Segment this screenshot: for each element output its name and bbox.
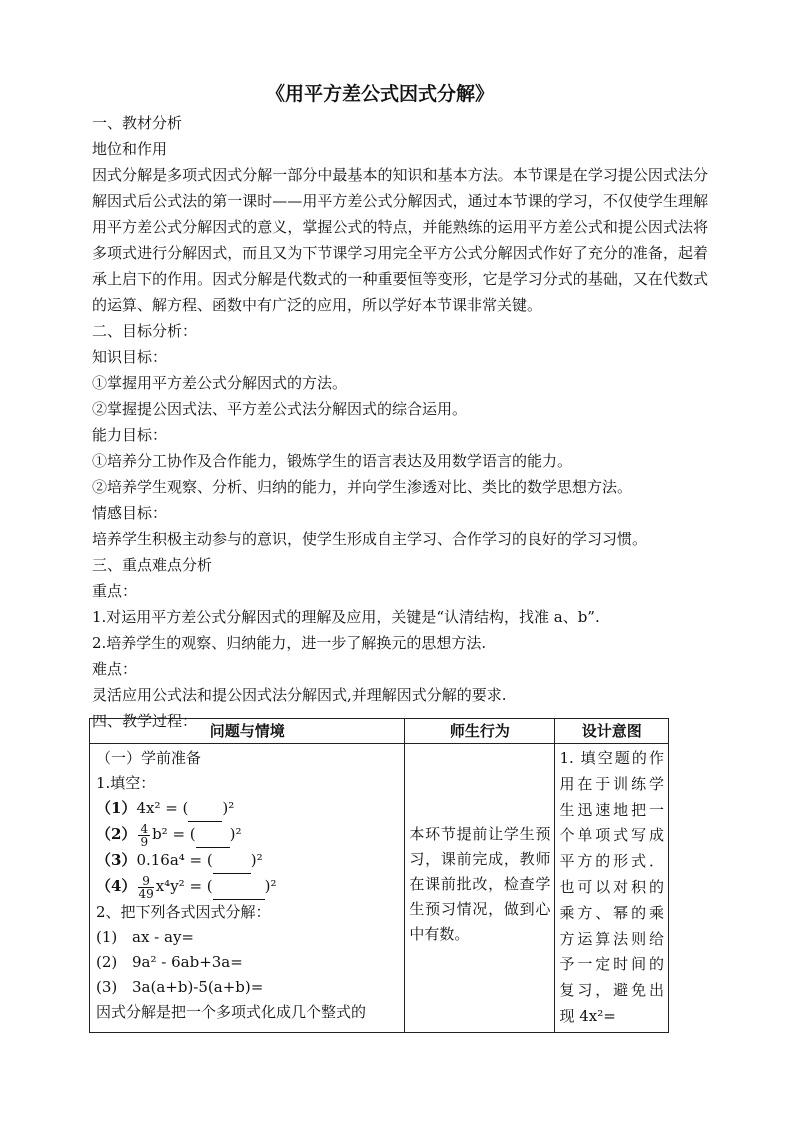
section-1-paragraph: 因式分解是多项式因式分解一部分中最基本的知识和基本方法。本节课是在学习提公因式法分解因式后公式法的第一课时——用平方差公式分解因式，通过本节课的学习，不仅使学生理解用平方差公式分解因式的意义，掌握公式的特点，并能熟练的运用平方差公式和提公因式法将多项式进行分解因式，而且又为下节课学习用完全平方公式分解因式作好了充分的准备，起着承上启下的作用。因式分解是代数式的一种重要恒等变形，它是学习分式的基础，又在代数式的运算、解方程、函数中有广泛的应用，所以学好本节课非常关键。 [92, 166, 708, 314]
answer-blank[interactable] [213, 874, 265, 900]
factor-item: (1) ax - ay= [96, 928, 194, 946]
intent-text: 1. 填空题的作用在于训练学生迅速地把一个单项式写成平方的形式．也可以对积的乘方、幂的乘方运算法则给予一定时间的复习，避免出现 4x²= [559, 749, 664, 1025]
question-2: 2、把下列各式因式分解： [96, 903, 271, 921]
fill-item-1 [96, 796, 398, 822]
key-label: 重点： [92, 582, 138, 600]
key-item: 2.培养学生的观察、归纳能力，进一步了解换元的思想方法. [92, 634, 487, 652]
item-expression: 0.16a⁴ = ( [136, 851, 213, 869]
fill-item-4 [96, 874, 398, 900]
ability-item: ①培养分工协作及合作能力，锻炼学生的语言表达及用数学语言的能力。 [92, 452, 573, 470]
document-body [92, 80, 708, 734]
question-1: 1.填空： [96, 774, 156, 792]
emotion-label: 情感目标： [92, 504, 168, 522]
item-close: )² [229, 825, 242, 843]
difficulty-text: 灵活应用公式法和提公因式法分解因式,并理解因式分解的要求. [92, 686, 507, 704]
answer-blank[interactable] [188, 796, 222, 822]
column-header-behavior: 师生行为 [405, 719, 555, 744]
item-expression: x⁴y² = ( [155, 877, 213, 895]
item-number: （2） [96, 825, 137, 843]
section-1-heading: 一、教材分析 [92, 114, 183, 132]
table-header-row [90, 719, 669, 744]
item-number: （4） [96, 877, 137, 895]
problem-cell [90, 744, 405, 1033]
item-close: )² [264, 877, 277, 895]
section-4-heading: 四、教学过程： [92, 712, 198, 730]
column-header-intent: 设计意图 [555, 719, 669, 744]
knowledge-label: 知识目标： [92, 348, 168, 366]
section-2-heading: 二、目标分析： [92, 322, 198, 340]
emotion-text: 培养学生积极主动参与的意识，使学生形成自主学习、合作学习的良好的学习习惯。 [92, 530, 648, 548]
fraction: $\frac{4}{9}$ [140, 821, 149, 849]
fraction: $\frac{9}{49}$ [138, 873, 154, 901]
difficulty-label: 难点： [92, 660, 138, 678]
factor-item: (2) 9a² - 6ab+3a= [96, 953, 243, 971]
section-label: （一）学前准备 [96, 749, 202, 767]
item-number: （3） [96, 851, 137, 869]
fill-item-3 [96, 848, 398, 874]
item-expression: b² = ( [152, 825, 196, 843]
section-1-subheading: 地位和作用 [92, 140, 168, 158]
item-expression: 4x² = ( [136, 799, 189, 817]
item-close: )² [222, 799, 235, 817]
item-number: （1） [96, 799, 137, 817]
knowledge-item: ①掌握用平方差公式分解因式的方法。 [92, 374, 348, 392]
answer-blank[interactable] [213, 848, 251, 874]
column-header-problem: 问题与情境 [90, 719, 405, 744]
key-item: 1.对运用平方差公式分解因式的理解及应用，关键是“认清结构，找准 a、b”. [92, 608, 600, 626]
behavior-cell [405, 744, 555, 1033]
teaching-process-table [89, 718, 669, 1033]
ability-label: 能力目标： [92, 426, 168, 444]
table-row [90, 744, 669, 1033]
fill-item-2 [96, 822, 398, 848]
definition-line: 因式分解是把一个多项式化成几个整式的 [96, 1003, 367, 1021]
page-title: 《用平方差公式因式分解》 [265, 83, 494, 105]
section-3-heading: 三、重点难点分析 [92, 556, 213, 574]
item-close: )² [250, 851, 263, 869]
intent-cell [555, 744, 669, 1033]
knowledge-item: ②掌握提公因式法、平方差公式法分解因式的综合运用。 [92, 400, 468, 418]
ability-item: ②培养学生观察、分析、归纳的能力，并向学生渗透对比、类比的数学思想方法。 [92, 478, 633, 496]
behavior-text: 本环节提前让学生预习，课前完成，教师在课前批改，检查学生预习情况，做到心中有数。 [409, 825, 551, 943]
factor-item: (3) 3a(a+b)-5(a+b)= [96, 978, 264, 996]
answer-blank[interactable] [196, 822, 230, 848]
